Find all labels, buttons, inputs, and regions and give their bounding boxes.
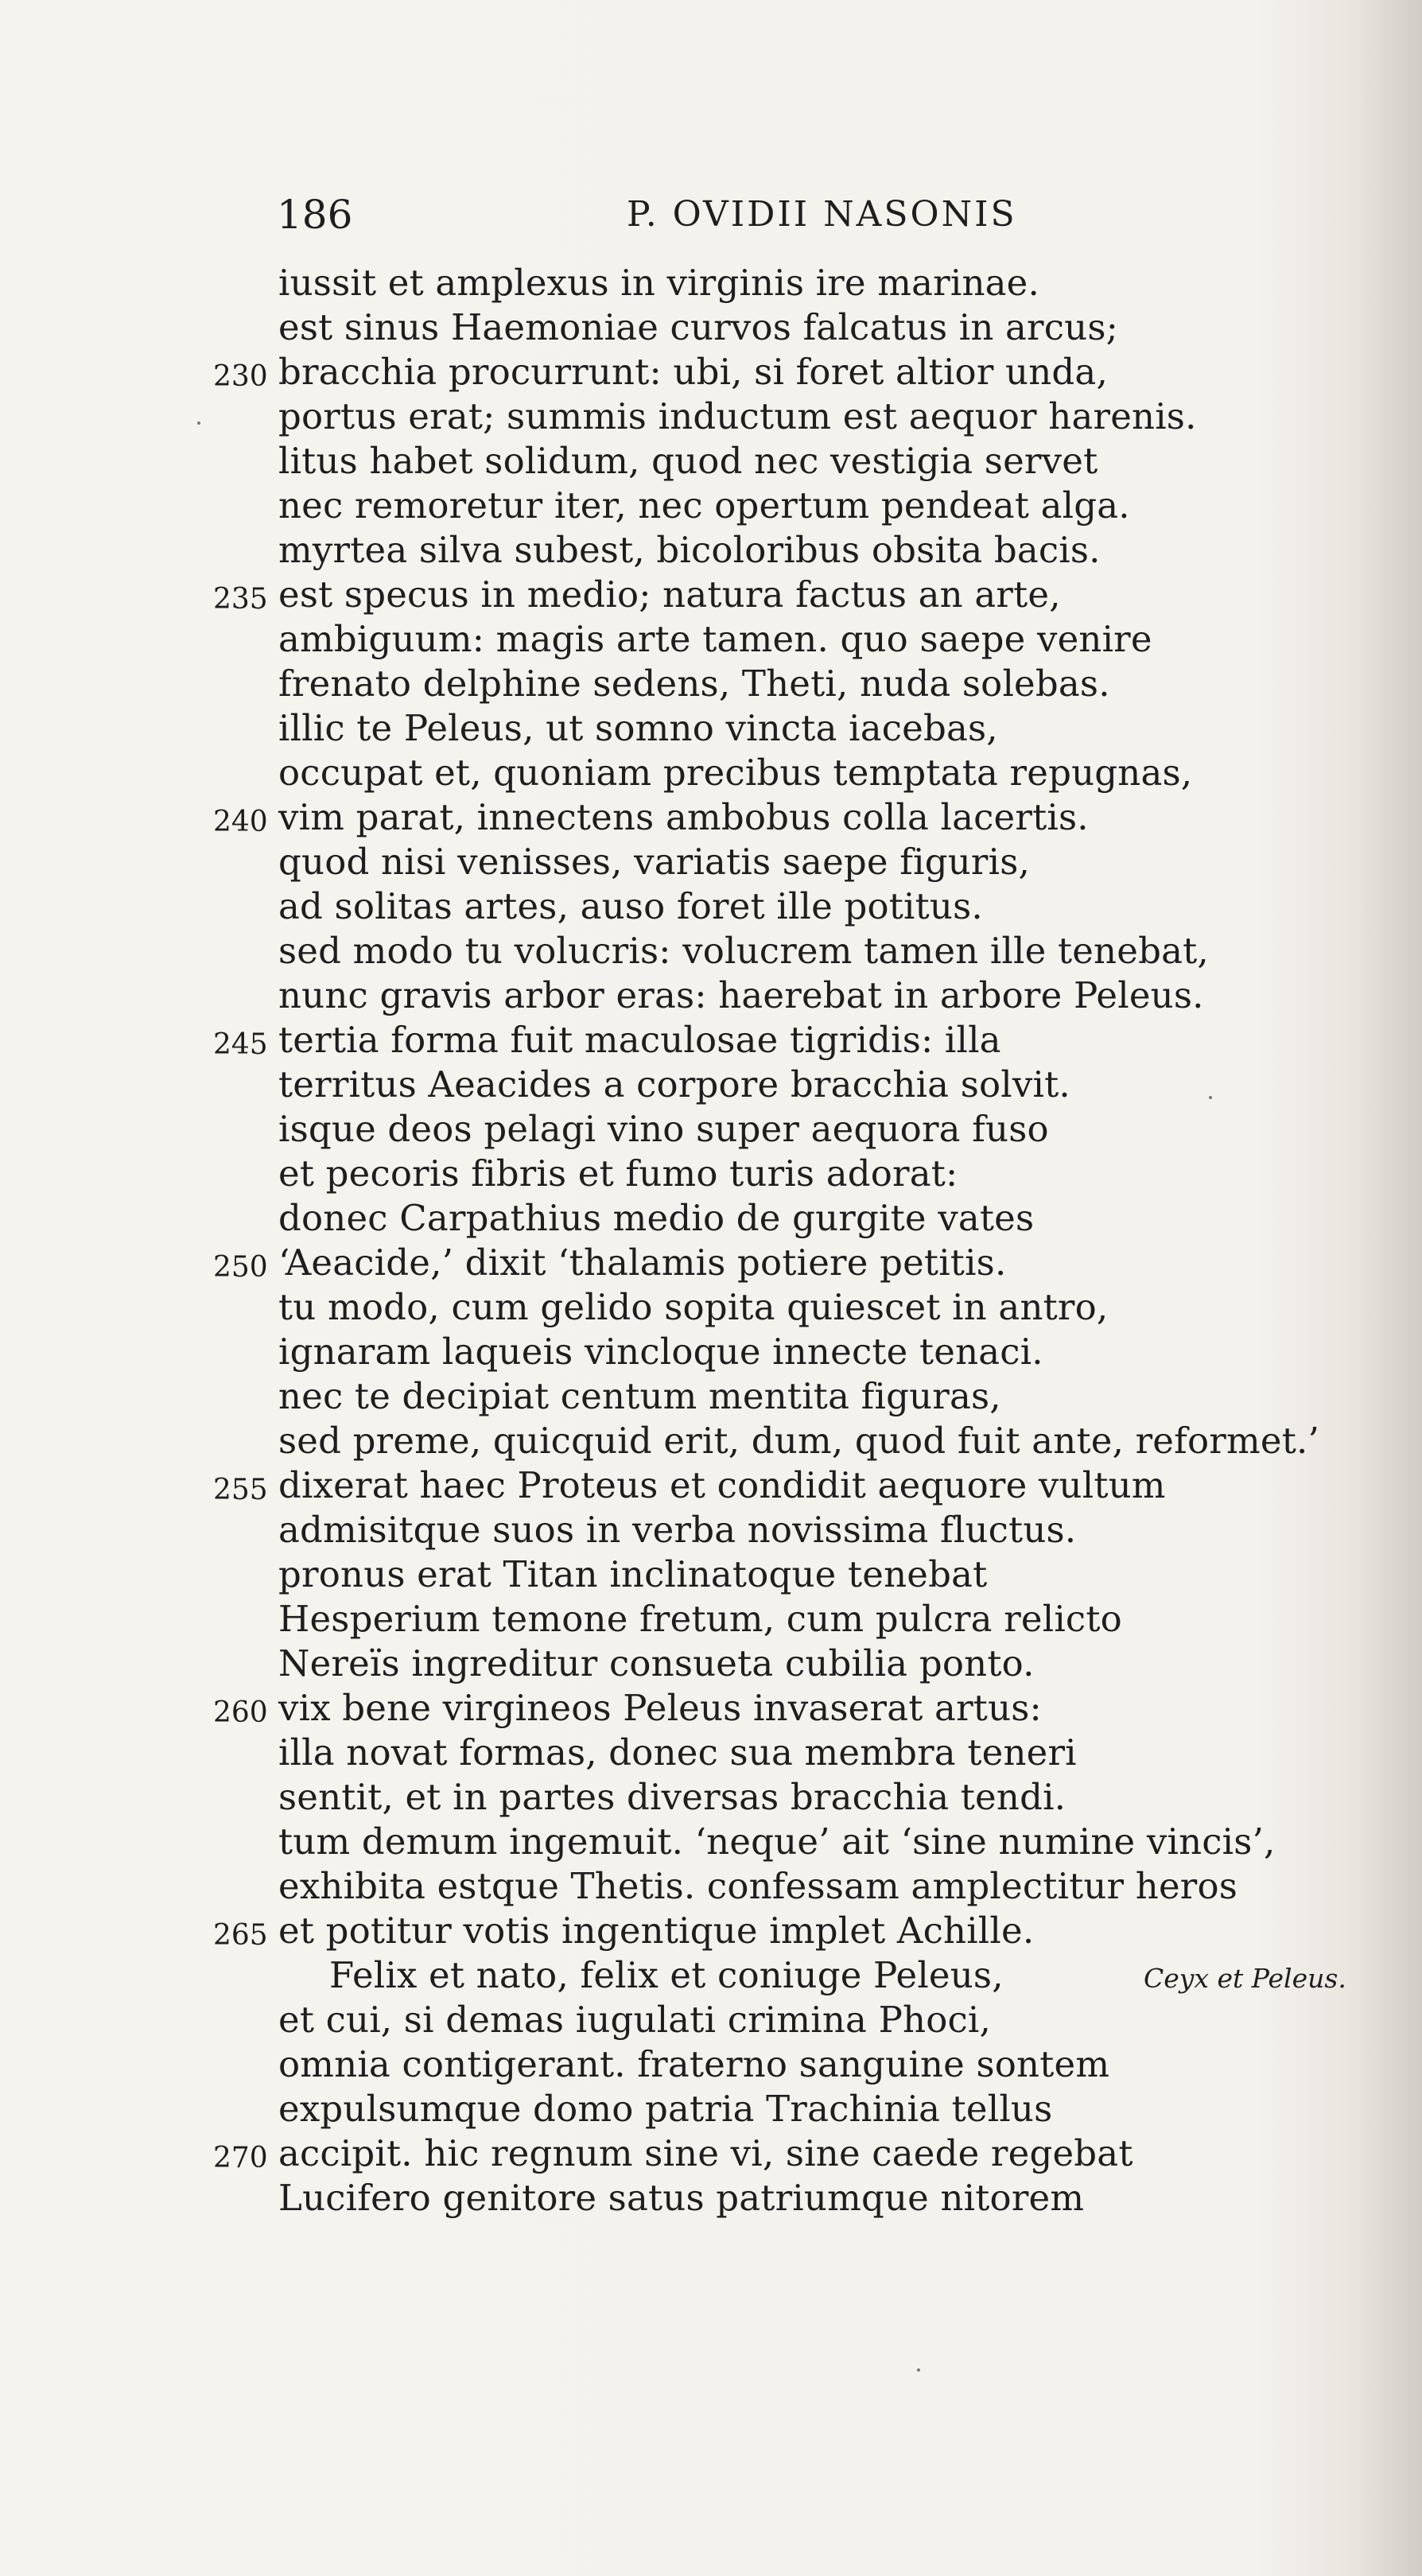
verse-text-line: territus Aeacides a corpore bracchia solvit. xyxy=(278,1063,1070,1105)
verse-line xyxy=(0,2176,1422,2220)
verse-line xyxy=(0,528,1422,573)
verse-text-line: litus habet solidum, quod nec vestigia servet xyxy=(278,440,1098,482)
verse-text-line: accipit. hic regnum sine vi, sine caede regebat xyxy=(278,2132,1133,2174)
verse-text-line: myrtea silva subest, bicoloribus obsita bacis. xyxy=(278,529,1101,571)
verse-text-line: frenato delphine sedens, Theti, nuda solebas. xyxy=(278,662,1110,705)
verse-text-line: tum demum ingemuit. ‘neque’ ait ‘sine numine vincis’, xyxy=(278,1820,1276,1863)
marginal-note: Ceyx et Peleus. xyxy=(1144,1963,1346,1994)
verse-text-line: ambiguum: magis arte tamen. quo saepe venire xyxy=(278,618,1152,660)
verse-line xyxy=(0,1241,1422,1285)
verse-text-line: ‘Aeacide,’ dixit ‘thalamis potiere petitis. xyxy=(278,1241,1007,1284)
verse-text-line: isque deos pelagi vino super aequora fuso xyxy=(278,1108,1049,1150)
verse-text-line: vim parat, innectens ambobus colla lacertis. xyxy=(278,796,1089,838)
verse-text-line: illic te Peleus, ut somno vincta iacebas, xyxy=(278,707,998,749)
verse-text-line: ad solitas artes, auso foret ille potitus. xyxy=(278,885,983,927)
verse-text-line: tu modo, cum gelido sopita quiescet in antro, xyxy=(278,1286,1109,1328)
verse-line xyxy=(0,1285,1422,1330)
verse-line xyxy=(0,2042,1422,2087)
verse-line xyxy=(0,1419,1422,1463)
verse-line xyxy=(0,840,1422,884)
verse-line xyxy=(0,1820,1422,1864)
verse-text-line: dixerat haec Proteus et condidit aequore vultum xyxy=(278,1464,1166,1506)
verse-text-line: et potitur votis ingentique implet Achille. xyxy=(278,1910,1035,1952)
verse-line xyxy=(0,973,1422,1018)
verse-line xyxy=(0,394,1422,439)
verse-text-line: nunc gravis arbor eras: haerebat in arbore Peleus. xyxy=(278,974,1204,1016)
verse-text-line: pronus erat Titan inclinatoque tenebat xyxy=(278,1553,988,1595)
verse-text-line: nec remoretur iter, nec opertum pendeat alga. xyxy=(278,484,1130,526)
verse-text-line: donec Carpathius medio de gurgite vates xyxy=(278,1197,1035,1239)
verse-text-line: exhibita estque Thetis. confessam amplectitur heros xyxy=(278,1865,1238,1907)
verse-text xyxy=(0,261,1422,2220)
verse-line xyxy=(0,1107,1422,1152)
verse-text-line: iussit et amplexus in virginis ire marinae. xyxy=(278,262,1040,304)
verse-text-line: bracchia procurrunt: ubi, si foret altior unda, xyxy=(278,351,1108,393)
verse-text-line: sed preme, quicquid erit, dum, quod fuit ante, reformet.’ xyxy=(278,1420,1319,1462)
verse-line xyxy=(0,1508,1422,1552)
verse-text-line: ignaram laqueis vincloque innecte tenaci. xyxy=(278,1331,1043,1373)
verse-line xyxy=(0,484,1422,528)
verse-line xyxy=(0,706,1422,751)
verse-text-line: portus erat; summis inductum est aequor harenis. xyxy=(278,395,1197,437)
verse-text-line: est specus in medio; natura factus an arte, xyxy=(278,573,1061,616)
verse-text-line: sentit, et in partes diversas bracchia tendi. xyxy=(278,1776,1066,1818)
verse-text-line: occupat et, quoniam precibus temptata repugnas, xyxy=(278,752,1193,794)
verse-line xyxy=(0,1196,1422,1241)
verse-line xyxy=(0,751,1422,795)
verse-line xyxy=(0,1864,1422,1909)
verse-text-line: admisitque suos in verba novissima fluctus. xyxy=(278,1509,1077,1551)
verse-line xyxy=(0,1953,1422,1998)
running-head: P. OVIDII NASONIS xyxy=(627,194,1017,235)
verse-line xyxy=(0,1552,1422,1597)
verse-text-line: illa novat formas, donec sua membra teneri xyxy=(278,1731,1077,1774)
scan-speck xyxy=(197,422,200,425)
verse-text-line: Felix et nato, felix et coniuge Peleus, xyxy=(329,1954,1004,1996)
verse-line xyxy=(0,1998,1422,2042)
verse-text-line: quod nisi venisses, variatis saepe figuris, xyxy=(278,841,1030,883)
verse-line xyxy=(0,573,1422,617)
line-number: 265 xyxy=(213,1919,268,1952)
scan-speck xyxy=(917,2368,920,2372)
verse-line xyxy=(0,1063,1422,1107)
verse-line xyxy=(0,1597,1422,1642)
verse-text-line: tertia forma fuit maculosae tigridis: illa xyxy=(278,1019,1001,1061)
verse-line xyxy=(0,929,1422,973)
line-number: 255 xyxy=(213,1474,268,1506)
verse-line xyxy=(0,795,1422,840)
verse-line xyxy=(0,1775,1422,1820)
verse-text-line: sed modo tu volucris: volucrem tamen ille tenebat, xyxy=(278,930,1209,972)
verse-text-line: expulsumque domo patria Trachinia tellus xyxy=(278,2088,1053,2130)
page-header xyxy=(277,191,1024,239)
verse-line xyxy=(0,1330,1422,1374)
verse-text-line: et pecoris fibris et fumo turis adorat: xyxy=(278,1152,958,1195)
verse-text-line: Lucifero genitore satus patriumque nitorem xyxy=(278,2177,1085,2219)
verse-line xyxy=(0,2087,1422,2131)
verse-line xyxy=(0,350,1422,394)
verse-text-line: est sinus Haemoniae curvos falcatus in arcus; xyxy=(278,306,1118,348)
verse-line xyxy=(0,261,1422,305)
verse-line xyxy=(0,1909,1422,1953)
verse-line xyxy=(0,1152,1422,1196)
verse-line xyxy=(0,884,1422,929)
verse-text-line: vix bene virgineos Peleus invaserat artus: xyxy=(278,1687,1042,1729)
verse-text-line: Hesperium temone fretum, cum pulcra relicto xyxy=(278,1598,1122,1640)
verse-line xyxy=(0,305,1422,350)
verse-line xyxy=(0,1686,1422,1731)
verse-text-line: nec te decipiat centum mentita figuras, xyxy=(278,1375,1001,1417)
scan-speck xyxy=(1209,1096,1212,1099)
verse-line xyxy=(0,1374,1422,1419)
verse-line xyxy=(0,1463,1422,1508)
verse-line xyxy=(0,617,1422,662)
verse-line xyxy=(0,439,1422,484)
line-number: 250 xyxy=(213,1251,268,1284)
verse-line xyxy=(0,662,1422,706)
verse-text-line: omnia contigerant. fraterno sanguine sontem xyxy=(278,2043,1110,2085)
line-number: 235 xyxy=(213,583,268,616)
page-number: 186 xyxy=(277,192,353,238)
verse-text-line: Nereïs ingreditur consueta cubilia ponto. xyxy=(278,1642,1035,1684)
line-number: 230 xyxy=(213,360,268,393)
verse-text-line: et cui, si demas iugulati crimina Phoci, xyxy=(278,1999,992,2041)
line-number: 270 xyxy=(213,2142,268,2174)
line-number: 240 xyxy=(213,806,268,838)
verse-line xyxy=(0,1731,1422,1775)
verse-line xyxy=(0,1642,1422,1686)
verse-line xyxy=(0,1018,1422,1063)
line-number: 245 xyxy=(213,1028,268,1061)
line-number: 260 xyxy=(213,1696,268,1729)
verse-line xyxy=(0,2131,1422,2176)
